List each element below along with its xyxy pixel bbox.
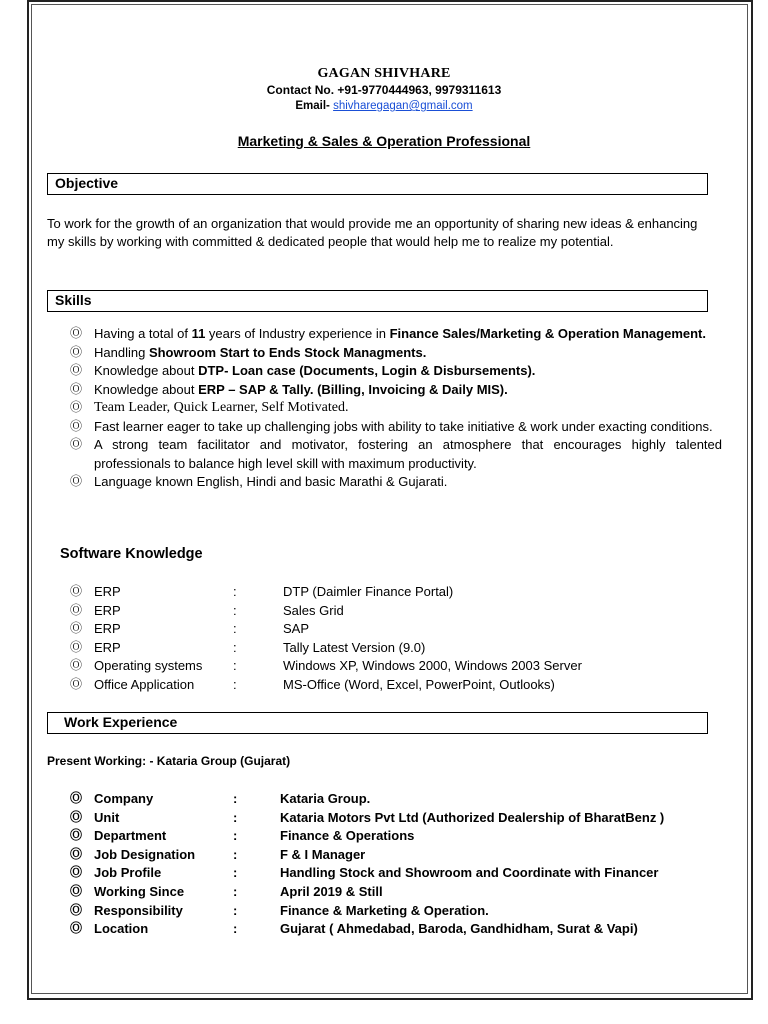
skill-item — [70, 325, 722, 344]
clock-icon: Ⓞ — [70, 658, 83, 673]
software-value: Sales Grid — [283, 602, 344, 618]
skill-text: Finance Sales/Marketing & Operation Management. — [389, 326, 706, 341]
clock-icon: Ⓞ — [70, 846, 83, 861]
software-label: ERP — [94, 584, 121, 599]
work-detail-value: Finance & Marketing & Operation. — [280, 902, 489, 918]
skill-item — [70, 344, 722, 363]
objective-section-header — [47, 173, 708, 195]
work-detail-label: Company — [94, 791, 154, 806]
present-working: Present Working: - Kataria Group (Gujarat) — [47, 754, 291, 768]
work-detail-value: Gujarat ( Ahmedabad, Baroda, Gandhidham, Surat & Vapi) — [280, 921, 638, 937]
software-label: Office Application — [94, 676, 195, 692]
software-value: Windows XP, Windows 2000, Windows 2003 Server — [283, 658, 582, 674]
skill-text: Language known English, Hindi and basic Marathi & Gujarati. — [94, 474, 448, 489]
clock-icon: Ⓞ — [70, 639, 83, 654]
skill-item — [70, 362, 722, 381]
skill-item — [70, 399, 722, 418]
skill-text: Team Leader, Quick Learner, Self Motivated. — [94, 400, 349, 415]
clock-icon: Ⓞ — [70, 828, 83, 843]
work-experience-section-header — [47, 712, 708, 734]
skill-item — [70, 418, 722, 437]
software-knowledge-title: Software Knowledge — [60, 546, 203, 562]
separator: : — [233, 658, 237, 674]
clock-icon: Ⓞ — [70, 602, 83, 617]
email-label: Email- — [295, 100, 334, 112]
clock-icon: Ⓞ — [70, 621, 83, 636]
skill-item — [70, 381, 722, 400]
skill-text: 11 — [191, 326, 206, 341]
clock-icon: Ⓞ — [70, 865, 83, 880]
work-detail-value: Kataria Motors Pvt Ltd (Authorized Dealership of BharatBenz ) — [280, 809, 665, 825]
clock-icon: Ⓞ — [70, 418, 83, 433]
work-experience-title: Work Experience — [64, 714, 178, 730]
work-detail-value: F & I Manager — [280, 846, 366, 862]
skill-text: Fast learner eager to take up challenging jobs with ability to take initiative & work under exacting conditions. — [94, 418, 713, 434]
separator: : — [233, 809, 238, 825]
professional-headline — [0, 133, 768, 149]
separator: : — [233, 921, 238, 937]
objective-title: Objective — [55, 175, 119, 191]
clock-icon: Ⓞ — [70, 584, 83, 598]
separator: : — [233, 791, 238, 806]
skills-list — [70, 325, 722, 492]
skill-text: Handling — [94, 344, 149, 360]
clock-icon: Ⓞ — [70, 921, 83, 936]
software-label: Operating systems — [94, 658, 203, 674]
clock-icon: Ⓞ — [70, 326, 83, 340]
clock-icon: Ⓞ — [70, 883, 83, 898]
skill-text: ERP – SAP & Tally. (Billing, Invoicing & Daily MIS). — [198, 381, 508, 397]
clock-icon: Ⓞ — [70, 809, 83, 824]
software-value: SAP — [283, 621, 310, 637]
separator: : — [233, 828, 238, 844]
skill-text: Knowledge about — [94, 381, 199, 397]
contact-number: Contact No. +91-9770444963, 9979311613 — [266, 83, 502, 97]
separator: : — [233, 639, 237, 655]
software-value: Tally Latest Version (9.0) — [283, 639, 426, 655]
work-detail-value: Handling Stock and Showroom and Coordinate with Financer — [280, 865, 659, 881]
separator: : — [233, 602, 237, 618]
separator: : — [233, 676, 237, 692]
work-detail-label: Responsibility — [94, 902, 183, 918]
email-line — [0, 100, 768, 112]
headline-text: Marketing & Sales & Operation Professional — [237, 133, 531, 149]
work-detail-label: Working Since — [94, 883, 185, 899]
work-detail-value: Finance & Operations — [280, 828, 415, 844]
work-detail-label: Job Profile — [94, 865, 162, 881]
work-detail-value: Kataria Group. — [280, 791, 371, 806]
software-value: DTP (Daimler Finance Portal) — [283, 584, 454, 599]
skill-text: Having a total of — [94, 326, 192, 341]
separator: : — [233, 621, 237, 637]
software-label: ERP — [94, 639, 121, 655]
separator: : — [233, 865, 238, 881]
software-label: ERP — [94, 621, 121, 637]
separator: : — [233, 902, 238, 918]
clock-icon: Ⓞ — [70, 676, 83, 691]
software-label: ERP — [94, 602, 121, 618]
candidate-name: GAGAN SHIVHARE — [317, 66, 451, 81]
skill-text: years of Industry experience in — [205, 326, 390, 341]
work-detail-label: Job Designation — [94, 846, 196, 862]
software-value: MS-Office (Word, Excel, PowerPoint, Outlooks) — [283, 676, 555, 692]
objective-text: To work for the growth of an organization that would provide me an opportunity of sharing new ideas & enhancing my skills by working with committed & dedicated people that would help me to realize my potential. — [47, 216, 698, 249]
work-detail-label: Unit — [94, 809, 120, 825]
skill-item — [70, 436, 722, 473]
separator: : — [233, 846, 238, 862]
separator: : — [233, 584, 237, 599]
clock-icon: Ⓞ — [70, 902, 83, 917]
skill-text: A strong team facilitator and motivator, fostering an atmosphere that encourages highly talented professionals to balance high level skill with maximum productivity. — [94, 437, 722, 471]
work-detail-value: April 2019 & Still — [280, 883, 383, 899]
clock-icon: Ⓞ — [70, 400, 83, 414]
clock-icon: Ⓞ — [70, 474, 83, 488]
clock-icon: Ⓞ — [70, 791, 83, 805]
work-detail-label: Department — [94, 828, 167, 844]
clock-icon: Ⓞ — [70, 363, 83, 377]
separator: : — [233, 883, 238, 899]
skill-item — [70, 473, 722, 492]
skill-text: Showroom Start to Ends Stock Managments. — [148, 344, 427, 360]
skills-title: Skills — [55, 292, 92, 308]
skill-text: Knowledge about — [94, 363, 199, 378]
clock-icon: Ⓞ — [70, 381, 83, 396]
skills-section-header — [47, 290, 708, 312]
clock-icon: Ⓞ — [70, 344, 83, 359]
clock-icon: Ⓞ — [70, 437, 83, 451]
skill-text: DTP- Loan case (Documents, Login & Disbursements). — [198, 363, 536, 378]
email-link[interactable]: shivharegagan@gmail.com — [333, 100, 473, 112]
work-detail-label: Location — [94, 921, 149, 937]
